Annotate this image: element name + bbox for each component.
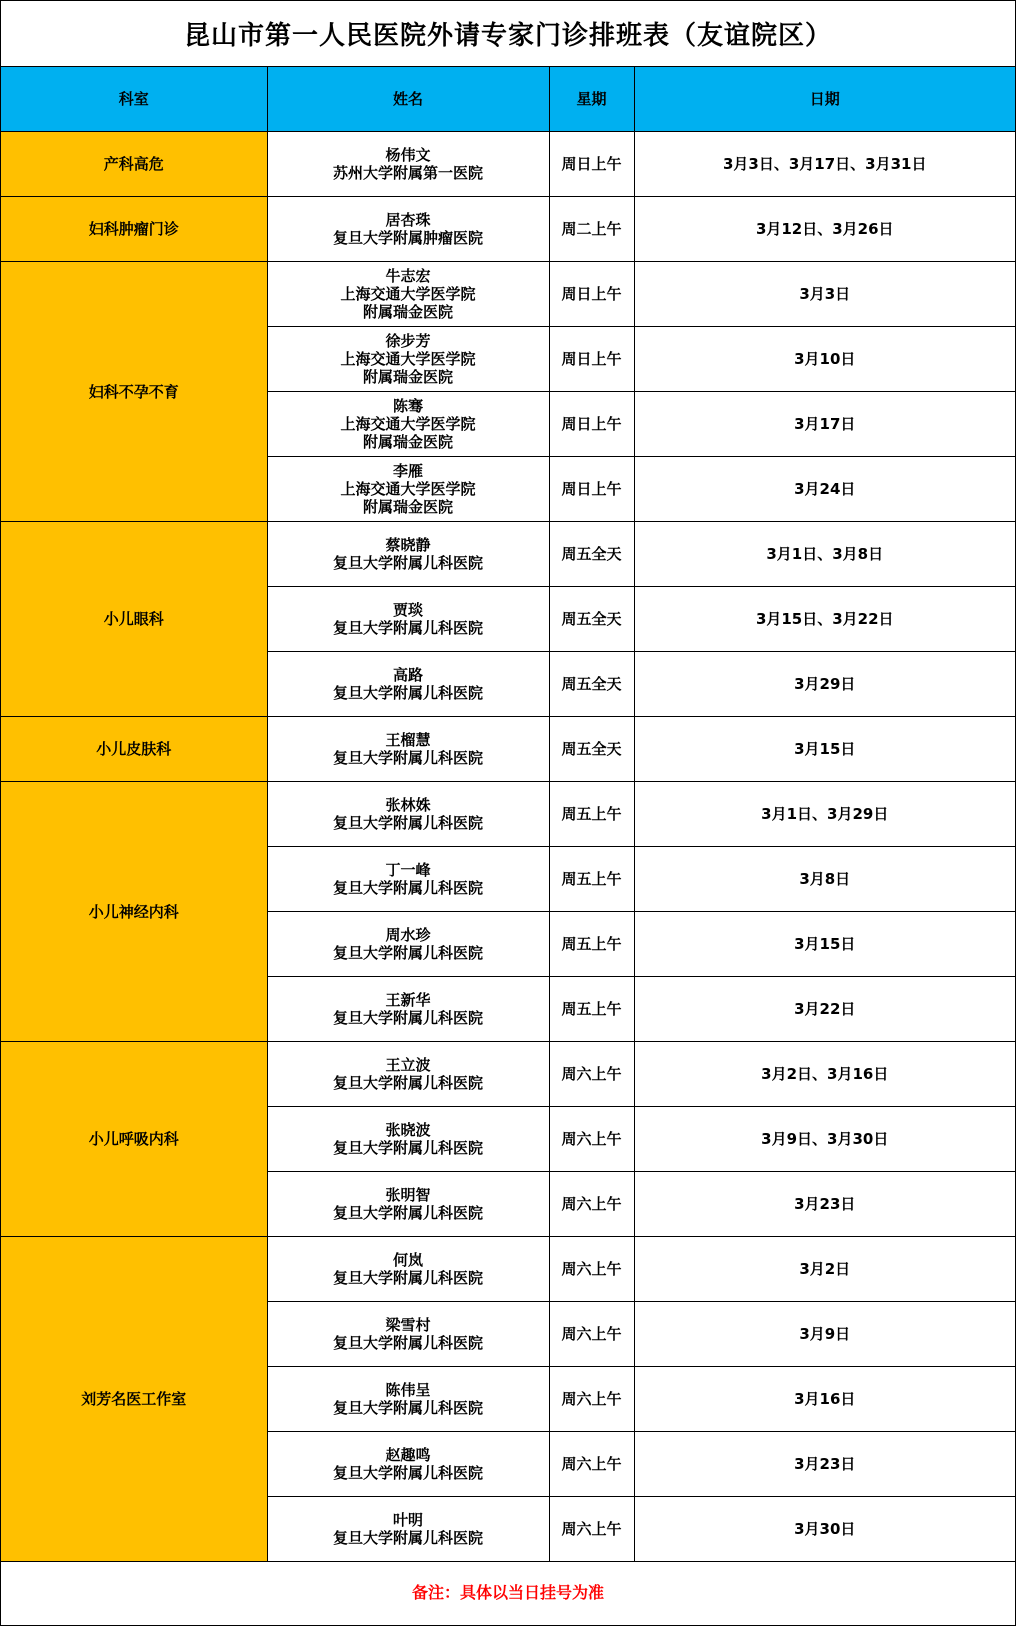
doctor-cell — [267, 847, 549, 912]
doctor-cell — [267, 717, 549, 782]
doctor-name: 陈伟呈 — [385, 1381, 431, 1399]
department-cell: 小儿神经内科 — [1, 782, 267, 1042]
doctor-hospital: 复旦大学附属儿科医院 — [332, 944, 483, 962]
department-cell: 产科高危 — [1, 132, 267, 197]
table-row — [1, 782, 1015, 847]
doctor-hospital: 复旦大学附属儿科医院 — [332, 879, 483, 897]
doctor-cell — [267, 457, 549, 522]
weekday-cell: 周五全天 — [549, 717, 634, 782]
doctor-cell — [267, 1367, 549, 1432]
date-cell: 3月22日 — [634, 977, 1015, 1042]
doctor-hospital: 上海交通大学医学院 附属瑞金医院 — [340, 350, 476, 386]
table-row — [1, 717, 1015, 782]
doctor-name: 陈骞 — [392, 397, 423, 415]
doctor-name: 高路 — [392, 666, 423, 684]
doctor-cell — [267, 262, 549, 327]
doctor-hospital: 复旦大学附属儿科医院 — [332, 1269, 483, 1287]
doctor-hospital: 复旦大学附属儿科医院 — [332, 1464, 483, 1482]
doctor-name: 梁雪村 — [385, 1316, 431, 1334]
table-row — [1, 522, 1015, 587]
weekday-cell: 周六上午 — [549, 1172, 634, 1237]
date-cell: 3月23日 — [634, 1432, 1015, 1497]
weekday-cell: 周五全天 — [549, 522, 634, 587]
doctor-name: 叶明 — [392, 1511, 423, 1529]
doctor-cell — [267, 782, 549, 847]
schedule-body — [1, 132, 1015, 1562]
doctor-cell — [267, 1042, 549, 1107]
doctor-hospital: 复旦大学附属儿科医院 — [332, 1074, 483, 1092]
doctor-cell — [267, 587, 549, 652]
doctor-name: 张晓波 — [385, 1121, 431, 1139]
doctor-name: 居杏珠 — [385, 211, 431, 229]
date-cell: 3月8日 — [634, 847, 1015, 912]
weekday-cell: 周日上午 — [549, 457, 634, 522]
doctor-name: 何岚 — [392, 1251, 423, 1269]
doctor-cell — [267, 1432, 549, 1497]
table-row — [1, 197, 1015, 262]
doctor-hospital: 上海交通大学医学院 附属瑞金医院 — [340, 285, 476, 321]
date-cell: 3月24日 — [634, 457, 1015, 522]
doctor-cell — [267, 1237, 549, 1302]
date-cell: 3月2日 — [634, 1237, 1015, 1302]
doctor-hospital: 复旦大学附属儿科医院 — [332, 1334, 483, 1352]
header-date: 日期 — [634, 67, 1015, 132]
footer-note: 备注：具体以当日挂号为准 — [411, 1582, 604, 1602]
department-cell: 妇科不孕不育 — [1, 262, 267, 522]
doctor-name: 王榴慧 — [385, 731, 431, 749]
doctor-hospital: 复旦大学附属肿瘤医院 — [332, 229, 483, 247]
date-cell: 3月15日、3月22日 — [634, 587, 1015, 652]
doctor-name: 赵趣鸣 — [385, 1446, 431, 1464]
department-cell: 小儿眼科 — [1, 522, 267, 717]
weekday-cell: 周二上午 — [549, 197, 634, 262]
header-row — [1, 67, 1015, 132]
doctor-hospital: 上海交通大学医学院 附属瑞金医院 — [340, 480, 476, 516]
weekday-cell: 周六上午 — [549, 1042, 634, 1107]
weekday-cell: 周六上午 — [549, 1237, 634, 1302]
weekday-cell: 周五上午 — [549, 912, 634, 977]
doctor-cell — [267, 1172, 549, 1237]
date-cell: 3月17日 — [634, 392, 1015, 457]
doctor-hospital: 复旦大学附属儿科医院 — [332, 554, 483, 572]
table-row — [1, 1042, 1015, 1107]
doctor-name: 牛志宏 — [385, 267, 431, 285]
weekday-cell: 周五上午 — [549, 977, 634, 1042]
header-department: 科室 — [1, 67, 267, 132]
department-cell: 小儿呼吸内科 — [1, 1042, 267, 1237]
date-cell: 3月29日 — [634, 652, 1015, 717]
department-cell: 小儿皮肤科 — [1, 717, 267, 782]
doctor-hospital: 上海交通大学医学院 附属瑞金医院 — [340, 415, 476, 451]
doctor-hospital: 复旦大学附属儿科医院 — [332, 1139, 483, 1157]
doctor-name: 王新华 — [385, 991, 431, 1009]
doctor-cell — [267, 1302, 549, 1367]
weekday-cell: 周日上午 — [549, 327, 634, 392]
doctor-cell — [267, 977, 549, 1042]
weekday-cell: 周五上午 — [549, 847, 634, 912]
weekday-cell: 周日上午 — [549, 392, 634, 457]
date-cell: 3月15日 — [634, 912, 1015, 977]
weekday-cell: 周六上午 — [549, 1367, 634, 1432]
doctor-name: 丁一峰 — [385, 861, 431, 879]
date-cell: 3月15日 — [634, 717, 1015, 782]
doctor-cell — [267, 1107, 549, 1172]
weekday-cell: 周六上午 — [549, 1432, 634, 1497]
weekday-cell: 周六上午 — [549, 1302, 634, 1367]
date-cell: 3月30日 — [634, 1497, 1015, 1562]
department-cell: 妇科肿瘤门诊 — [1, 197, 267, 262]
doctor-name: 蔡晓静 — [385, 536, 431, 554]
weekday-cell: 周六上午 — [549, 1497, 634, 1562]
doctor-hospital: 复旦大学附属儿科医院 — [332, 1399, 483, 1417]
header-weekday: 星期 — [549, 67, 634, 132]
doctor-hospital: 复旦大学附属儿科医院 — [332, 749, 483, 767]
doctor-name: 徐步芳 — [385, 332, 431, 350]
doctor-name: 贾琰 — [392, 601, 423, 619]
doctor-hospital: 苏州大学附属第一医院 — [332, 164, 483, 182]
weekday-cell: 周五全天 — [549, 652, 634, 717]
date-cell: 3月2日、3月16日 — [634, 1042, 1015, 1107]
date-cell: 3月9日、3月30日 — [634, 1107, 1015, 1172]
doctor-cell — [267, 912, 549, 977]
doctor-cell — [267, 652, 549, 717]
date-cell: 3月12日、3月26日 — [634, 197, 1015, 262]
date-cell: 3月9日 — [634, 1302, 1015, 1367]
date-cell: 3月3日 — [634, 262, 1015, 327]
table-row — [1, 132, 1015, 197]
date-cell: 3月23日 — [634, 1172, 1015, 1237]
doctor-cell — [267, 132, 549, 197]
date-cell: 3月10日 — [634, 327, 1015, 392]
doctor-hospital: 复旦大学附属儿科医院 — [332, 684, 483, 702]
doctor-cell — [267, 522, 549, 587]
table-row — [1, 1237, 1015, 1302]
date-cell: 3月1日、3月29日 — [634, 782, 1015, 847]
doctor-name: 王立波 — [385, 1056, 431, 1074]
doctor-name: 周水珍 — [385, 926, 431, 944]
doctor-hospital: 复旦大学附属儿科医院 — [332, 1009, 483, 1027]
weekday-cell: 周日上午 — [549, 262, 634, 327]
doctor-name: 李雁 — [392, 462, 423, 480]
doctor-name: 杨伟文 — [385, 146, 431, 164]
weekday-cell: 周日上午 — [549, 132, 634, 197]
doctor-hospital: 复旦大学附属儿科医院 — [332, 619, 483, 637]
department-cell: 刘芳名医工作室 — [1, 1237, 267, 1562]
schedule-table — [1, 67, 1015, 1562]
date-cell: 3月3日、3月17日、3月31日 — [634, 132, 1015, 197]
header-name: 姓名 — [267, 67, 549, 132]
doctor-hospital: 复旦大学附属儿科医院 — [332, 814, 483, 832]
doctor-cell — [267, 392, 549, 457]
weekday-cell: 周六上午 — [549, 1107, 634, 1172]
date-cell: 3月16日 — [634, 1367, 1015, 1432]
weekday-cell: 周五全天 — [549, 587, 634, 652]
doctor-hospital: 复旦大学附属儿科医院 — [332, 1529, 483, 1547]
date-cell: 3月1日、3月8日 — [634, 522, 1015, 587]
doctor-cell — [267, 197, 549, 262]
doctor-cell — [267, 1497, 549, 1562]
doctor-hospital: 复旦大学附属儿科医院 — [332, 1204, 483, 1222]
doctor-name: 张林姝 — [385, 796, 431, 814]
doctor-name: 张明智 — [385, 1186, 431, 1204]
weekday-cell: 周五上午 — [549, 782, 634, 847]
doctor-cell — [267, 327, 549, 392]
page-title: 昆山市第一人民医院外请专家门诊排班表（友谊院区） — [1, 1, 1015, 67]
table-row — [1, 262, 1015, 327]
